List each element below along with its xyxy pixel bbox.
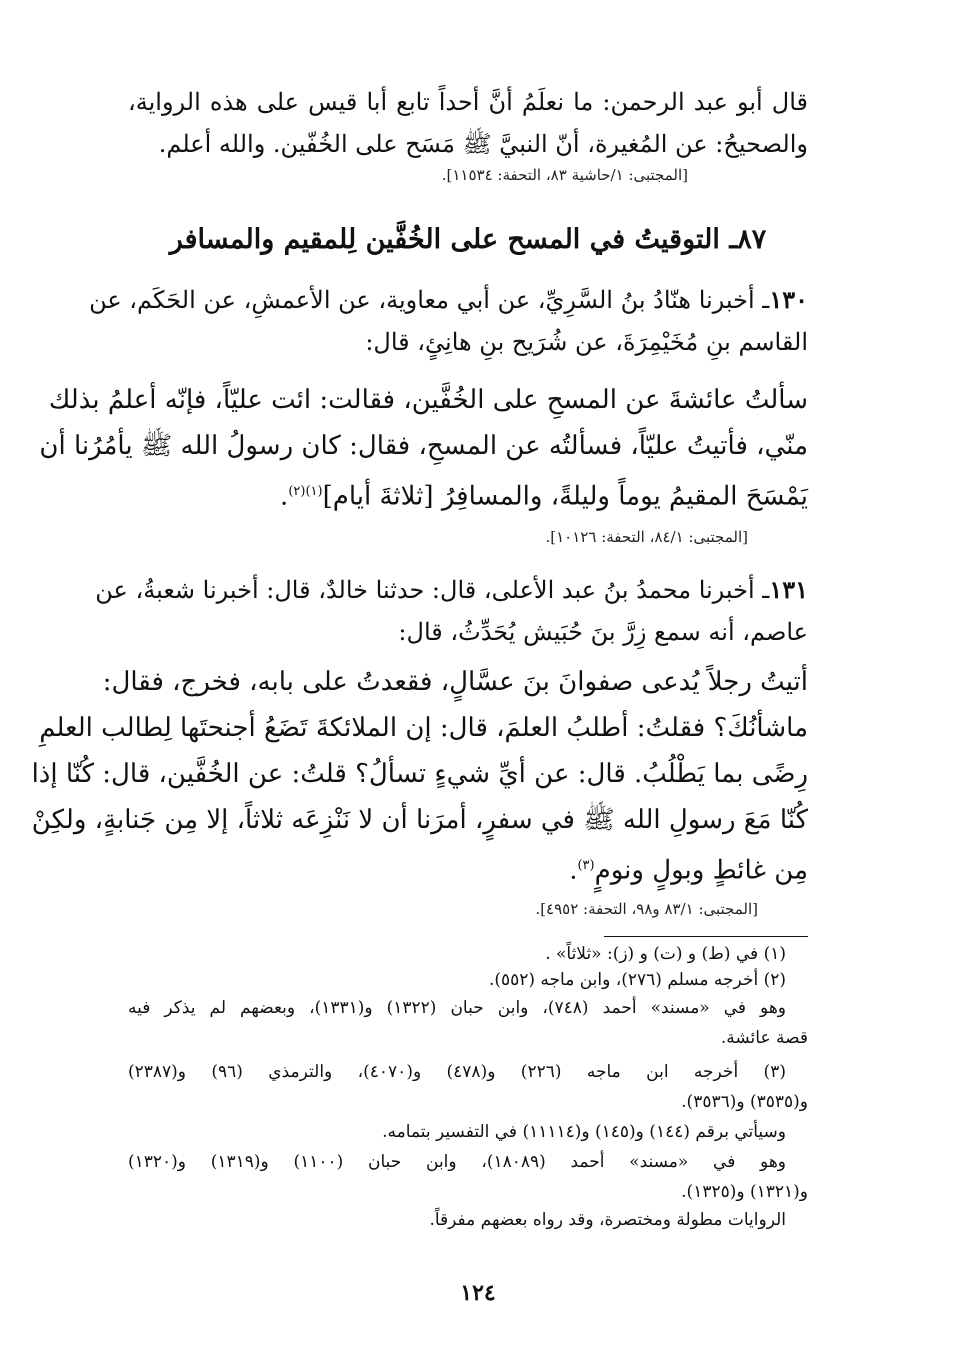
footnote-separator	[604, 936, 808, 937]
hadith-131-isnad-line-1	[95, 570, 808, 610]
hadith-130-matn-line-3	[128, 470, 808, 519]
hadith-131-matn-line-2: ماشأنُكَ؟ فقلتُ: أطلبُ العلمَ، قال: إن الملائكةَ تَضَعُ أجنحتَها لِطالب العلمِ	[39, 713, 808, 743]
footnote-3: (٣) أخرجه ابن ماجه (٢٢٦) و(٤٧٨) و(٤٠٧٠)، والترمذي (٩٦) و(٢٣٨٧)	[128, 1062, 786, 1082]
hadith-130-isnad-text-1: ـ أخبرنا هنّادُ بنُ السَّرِيِّ، عن أبي معاوية، عن الأعمشِ، عن الحَكَم، عن	[89, 286, 770, 314]
hadith-130-reference	[128, 528, 808, 546]
intro-line-2: والصحيحُ: عن المُغيرة، أنّ النبيَّ ﷺ مَسَح على الخُفّين. والله أعلم.	[158, 130, 808, 158]
hadith-131-matn-line-3: رِضًى بما يَطْلُبُ. قال: عن أيِّ شيءٍ تسألُ؟ قلتُ: عن الخُفَّين، قال: كُنّا إذا	[31, 759, 808, 789]
footnote-1: (١) في (ط) و (ت) و (ز): «ثلاثاً» .	[545, 944, 786, 964]
hadith-130-isnad-line-2: القاسم بنِ مُخَيْمِرَةَ، عن شُرَيح بنِ هانِئٍ، قال:	[365, 328, 808, 356]
footnote-3-line-6: الروايات مطولة ومختصرة، وقد رواه بعضهم مفرقاً.	[429, 1210, 786, 1230]
hadith-130-matn-line-2: منّي، فأتيتُ عليّاً، فسألتُه عن المسحِ، فقال: كان رسولُ الله ﷺ يأمُرُنا أن	[39, 431, 808, 461]
hadith-131-reference	[128, 900, 808, 918]
hadith-131-isnad-text-1: ـ أخبرنا محمدُ بنُ عبد الأعلى، قال: حدثنا خالدٌ، قال: أخبرنا شعبةُ، عن	[95, 576, 770, 604]
hadith-130-number: ١٣٠	[769, 285, 808, 314]
hadith-130-matn-line-1: سألتُ عائشةَ عن المسحِ على الخُفَّين، فقالت: ائت عليّاً، فإنّه أعلمُ بذلك	[48, 385, 808, 415]
hadith-130-matn-text-3: يَمْسَحَ المقيمُ يوماً وليلةً، والمسافِرُ [ثلاثةَ أيام]	[322, 481, 808, 512]
footnote-2: (٢) أخرجه مسلم (٢٧٦)، وابن ماجه (٥٥٢).	[488, 970, 786, 990]
footnote-2-line-2: وهو في «مسند» أحمد (٧٤٨)، وابن حبان (١٣٢٢) و(١٣٣١)، وبعضهم لم يذكر فيه	[128, 998, 786, 1018]
hadith-131-matn-line-4: كُنّا مَعَ رسولِ الله ﷺ في سفرٍ، أمرَنا أن لا نَنْزِعَه ثلاثاً، إلا مِن جَنابةٍ، ولكِنْ	[31, 805, 808, 835]
page-number: ١٢٤	[460, 1280, 496, 1306]
intro-line-1: قال أبو عبد الرحمن: ما نعلَمُ أنَّ أحداً تابع أبا قيس على هذه الرواية،	[128, 88, 808, 116]
hadith-131-end: .	[569, 855, 578, 886]
intro-reference	[128, 166, 808, 184]
footnote-3-line-3: وسيأتي برقم (١٤٤) و(١٤٥) و(١١١١٤) في التفسير بتمامه.	[382, 1122, 786, 1142]
hadith-131-matn-text-5: مِن غائطٍ وبولٍ ونومٍ	[594, 855, 808, 886]
hadith-130-isnad-line-1	[89, 280, 808, 320]
intro-reference-text: [المجتبى: ١/حاشية ٨٣، التحفة: ١١٥٣٤].	[441, 166, 688, 184]
hadith-130-end: .	[280, 481, 289, 512]
chapter-heading: ٨٧ـ التوقيتُ في المسح على الخُفَّين لِلمقيم والمسافر	[169, 224, 767, 255]
footnote-3-line-2: و(٣٥٣٥) و(٣٥٣٦).	[681, 1092, 808, 1112]
hadith-131-isnad-line-2: عاصم، أنه سمع زِرَّ بنَ حُبَيش يُحَدِّثُ، قال:	[398, 618, 808, 646]
footnote-3-line-4: وهو في «مسند» أحمد (١٨٠٨٩)، وابن حبان (١١٠٠) و(١٣١٩) و(١٣٢٠)	[128, 1152, 786, 1172]
hadith-131-footnote-mark: (٣)	[577, 858, 595, 873]
hadith-131-number: ١٣١	[769, 575, 808, 604]
hadith-131-matn-line-1: أتيتُ رجلاً يُدعى صفوانَ بنَ عسَّالٍ، فقعدتُ على بابه، فخرج، فقال:	[102, 667, 808, 697]
footnote-3-line-5: و(١٣٢١) و(١٣٢٥).	[681, 1182, 808, 1202]
hadith-131-matn-line-5	[128, 844, 808, 893]
footnote-2-line-3: قصة عائشة.	[720, 1028, 808, 1048]
hadith-130-reference-text: [المجتبى: ٨٤/١، التحفة: ١٠١٢٦].	[545, 528, 748, 546]
hadith-131-reference-text: [المجتبى: ٨٣/١ و٩٨، التحفة: ٤٩٥٢].	[535, 900, 758, 918]
hadith-130-footnote-marks: (١)(٢)	[288, 484, 323, 499]
